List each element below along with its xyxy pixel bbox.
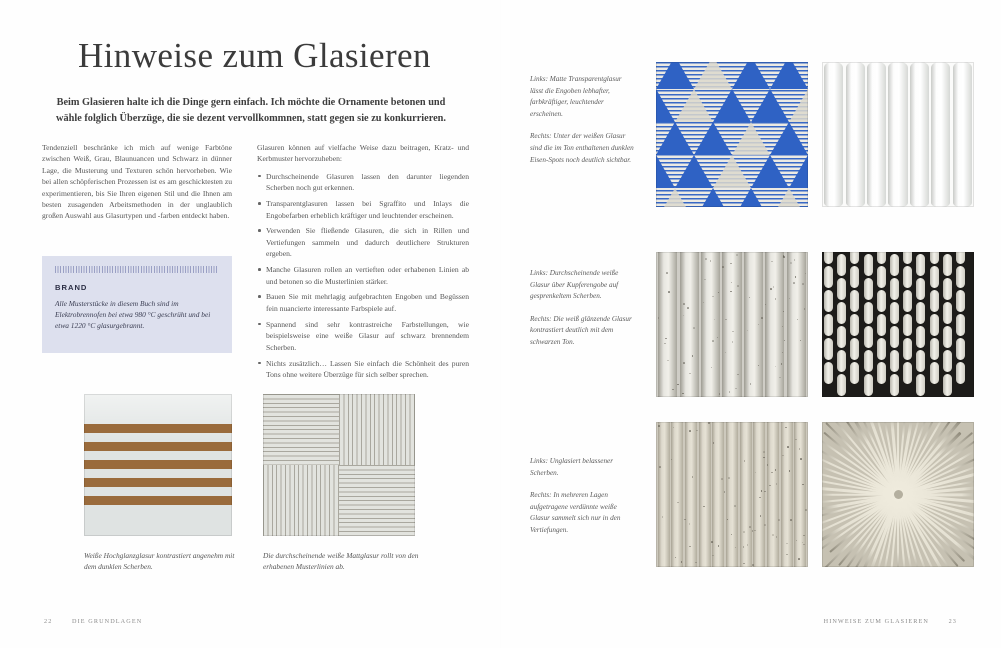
photo-black-tile-white-capsules bbox=[822, 252, 974, 397]
decorative-tick-rule bbox=[55, 266, 219, 273]
tile-edge bbox=[84, 394, 232, 536]
tile-edge bbox=[656, 252, 808, 397]
caption-right: Rechts: In mehreren Lagen aufgetragene verdünnte weiße Glasur sammelt sich nur in den Vertiefungen. bbox=[530, 491, 621, 534]
right-page-footer bbox=[824, 618, 957, 625]
brand-callout-heading: BRAND bbox=[55, 283, 88, 292]
list-item: Bauen Sie mit mehrlagig aufgebrachten Engoben und Begüssen fein nuancierte interessante Farbspiele auf. bbox=[257, 291, 469, 314]
intro-paragraph: Tendenziell beschränke ich mich auf wenige Farbtöne zwischen Weiß, Grau, Blaunuancen und Schwarz in dünner Lage, die Musterung und Texturen schön hervorheben. Wie bei allen schöpferischen Prozessen ist es am geschicktesten zu experimentieren, bis Sie Ihren eigenen Stil und die Ihnen am besten zusagenden Arbeitsmethoden in der unglaublich großen Auswahl aus Glasurtypen und -farben entdeckt haben. bbox=[42, 143, 232, 221]
left-page-footer bbox=[44, 618, 142, 625]
photo-caption: Die durchscheinende weiße Mattglasur rollt von den erhabenen Musterlinien ab. bbox=[263, 551, 419, 572]
caption-right: Rechts: Die weiß glänzende Glasur kontrastiert deutlich mit dem schwarzen Ton. bbox=[530, 314, 632, 346]
left-page bbox=[0, 0, 500, 648]
page-number: 22 bbox=[44, 618, 53, 625]
caption-right: Rechts: Unter der weißen Glasur sind die im Ton enthaltenen dunklen Eisen-Spots noch deutlich sichtbar. bbox=[530, 132, 634, 164]
tile-edge bbox=[822, 252, 974, 397]
page-title: Hinweise zum Glasieren bbox=[78, 36, 431, 75]
caption-left: Links: Unglasiert belassener Scherben. bbox=[530, 457, 614, 477]
tile-edge bbox=[656, 422, 808, 567]
caption-block-top bbox=[530, 74, 634, 177]
brand-callout-box bbox=[42, 256, 232, 353]
photo-white-glossy-ribbed-tile bbox=[822, 62, 974, 207]
tile-edge bbox=[263, 394, 415, 536]
caption-block-bottom bbox=[530, 456, 634, 548]
list-item: Verwenden Sie fließende Glasuren, die sich in Rillen und Vertiefungen sammeln und dadurch deutlichere Strukturen ergeben. bbox=[257, 225, 469, 259]
glaze-tips-list bbox=[257, 171, 469, 381]
page-number: 23 bbox=[948, 618, 957, 625]
photo-radial-sunburst-tile bbox=[822, 422, 974, 567]
standfirst-text: Beim Glasieren halte ich die Dinge gern einfach. Ich möchte die Ornamente betonen und wähle folglich Überzüge, die sie dezent vervollkommnen, statt gegen sie zu konkurrieren. bbox=[56, 97, 446, 124]
body-column-right bbox=[257, 142, 469, 385]
photo-unglazed-ribbed-tile bbox=[656, 422, 808, 567]
brand-callout-body: Alle Musterstücke in diesem Buch sind im Elektrobrennofen bei etwa 980 °C geschrüht und bei etwa 1220 °C glasurgebrannt. bbox=[55, 299, 211, 331]
list-item: Manche Glasuren rollen an vertieften oder erhabenen Linien ab und betonen so die Musterlinien stärker. bbox=[257, 264, 469, 287]
list-item: Nichts zusätzlich… Lassen Sie einfach die Schönheit des puren Tons ohne weitere Überzüge für sich selber sprechen. bbox=[257, 358, 469, 381]
list-item: Spannend sind sehr kontrastreiche Farbstellungen, wie beispielsweise eine weiße Glasur auf schwarz brennendem Scherben. bbox=[257, 319, 469, 353]
running-head: DIE GRUNDLAGEN bbox=[72, 618, 143, 625]
tile-edge bbox=[822, 62, 974, 207]
bullets-intro: Glasuren können auf vielfache Weise dazu beitragen, Kratz- und Kerbmuster hervorzuheben: bbox=[257, 143, 469, 164]
body-column-left bbox=[42, 142, 232, 228]
photo-blue-triangle-pattern-tile bbox=[656, 62, 808, 207]
photo-speckled-ribbed-tile bbox=[656, 252, 808, 397]
caption-block-middle bbox=[530, 268, 634, 360]
tile-edge bbox=[822, 422, 974, 567]
caption-left: Links: Durchscheinende weiße Glasur über Kupferengobe auf gesprenkeltem Scherben. bbox=[530, 269, 619, 301]
caption-left: Links: Matte Transparentglasur lässt die Engoben lebhafter, farbkräftiger, leuchtender erscheinen. bbox=[530, 75, 622, 118]
list-item: Durchscheinende Glasuren lassen den darunter liegenden Scherben noch gut erkennen. bbox=[257, 171, 469, 194]
tile-edge bbox=[656, 62, 808, 207]
photo-white-gloss-brown-stripes-tile bbox=[84, 394, 232, 536]
running-head: HINWEISE ZUM GLASIEREN bbox=[823, 618, 929, 625]
photo-white-matte-basketweave-tile bbox=[263, 394, 415, 536]
photo-caption: Weiße Hochglanzglasur kontrastiert angenehm mit dem dunklen Scherben. bbox=[84, 551, 235, 572]
list-item: Transparentglasuren lassen bei Sgraffito und Inlays die Engobefarben erheblich kräftiger und leuchtender erscheinen. bbox=[257, 198, 469, 221]
